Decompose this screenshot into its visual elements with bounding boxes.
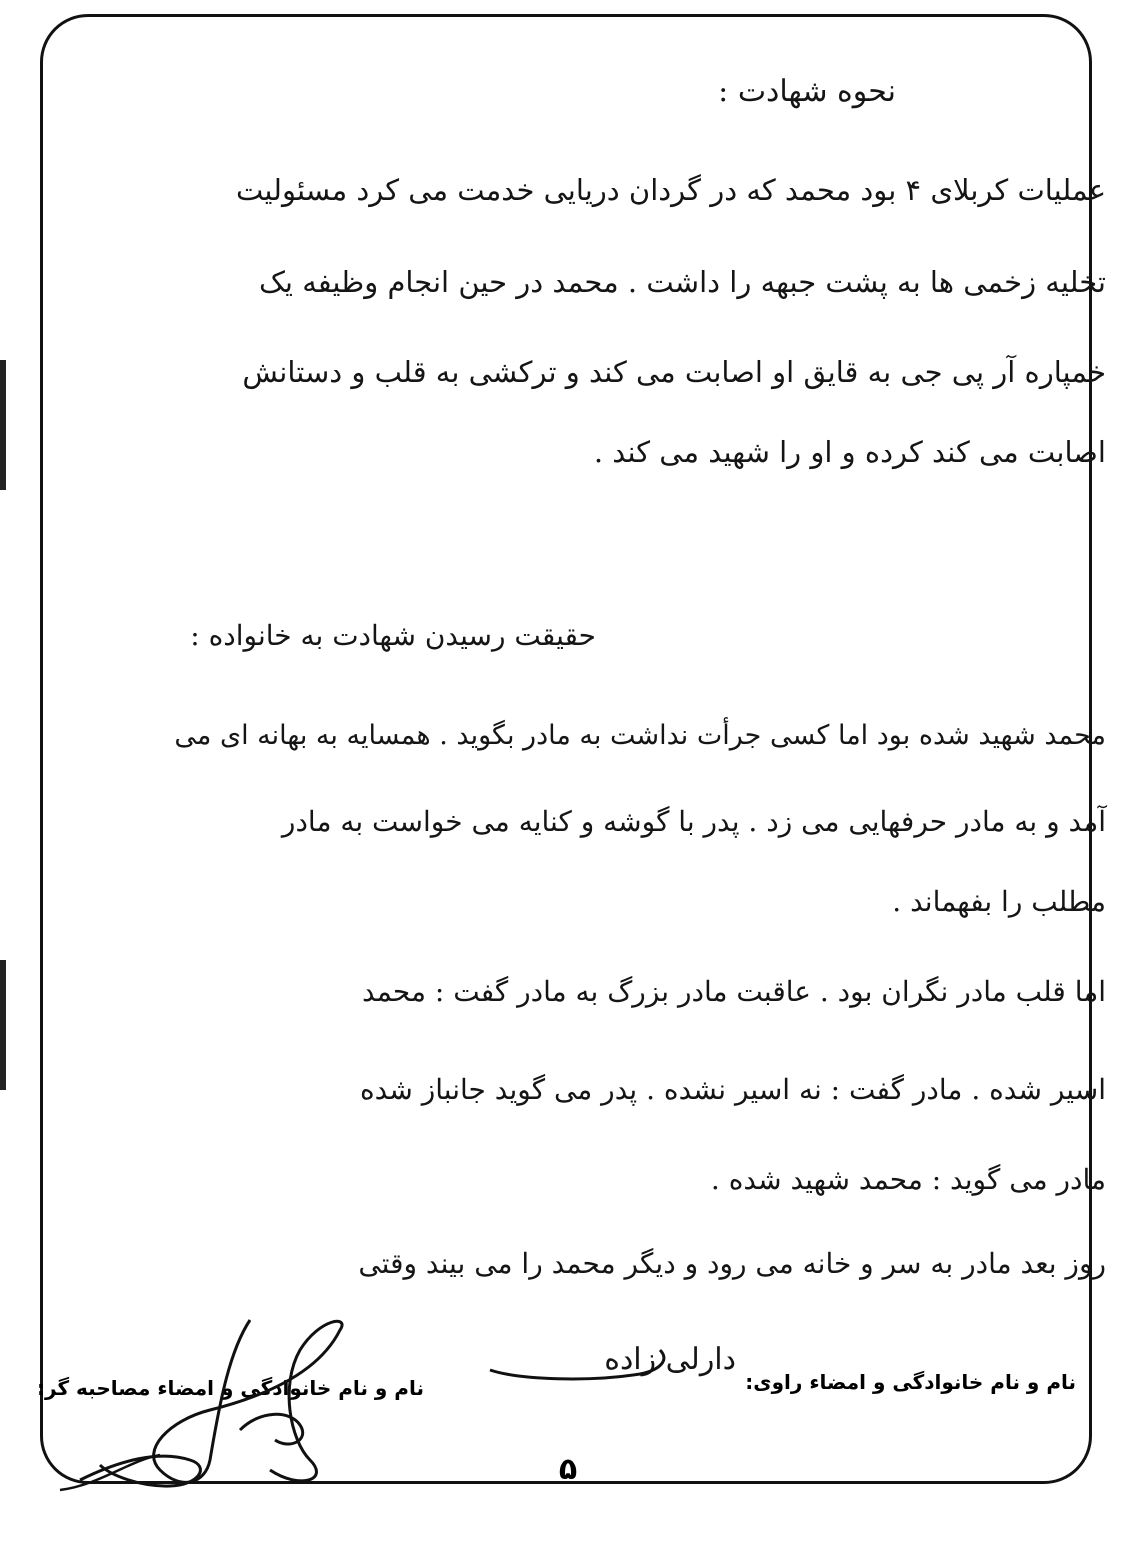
narrator-label: نام و نام خانوادگی و امضاء راوی: [745,1370,1076,1394]
paragraph-1-line-4: اصابت می کند کرده و او را شهید می کند . [593,435,1106,469]
scan-edge-mark [0,360,6,490]
paragraph-3-line-1: اما قلب مادر نگران بود . عاقبت مادر بزرگ به مادر گفت : محمد [362,975,1106,1008]
page-number: ۵ [558,1452,578,1487]
narrator-name: دارلی زاده [604,1342,736,1377]
paragraph-1-line-2: تخلیه زخمی ها به پشت جبهه را داشت . محمد در حین انجام وظیفه یک [258,265,1106,299]
paragraph-3-line-3: مادر می گوید : محمد شهید شده . [710,1163,1106,1196]
paragraph-1-line-3: خمپاره آر پی جی به قایق او اصابت می کند و ترکشی به قلب و دستانش [242,355,1106,389]
paragraph-2-line-2: آمد و به مادر حرفهایی می زد . پدر با گوشه و کنایه می خواست به مادر [281,805,1106,838]
heading-martyrdom: نحوه شهادت : [718,74,896,109]
scan-edge-mark [0,960,6,1090]
paragraph-2-line-1: محمد شهید شده بود اما کسی جرأت نداشت به مادر بگوید . همسایه به بهانه ای می [174,720,1106,751]
paragraph-4-line-1: روز بعد مادر به سر و خانه می رود و دیگر محمد را می بیند وقتی [358,1247,1106,1280]
heading-message: حقیقت رسیدن شهادت به خانواده : [190,619,596,652]
interviewer-label: نام و نام خانوادگی و امضاء مصاحبه گر: [37,1376,424,1400]
paragraph-3-line-2: اسیر شده . مادر گفت : نه اسیر نشده . پدر می گوید جانباز شده [360,1073,1106,1106]
narrator-signature [480,1330,680,1390]
paragraph-2-line-3: مطلب را بفهماند . [892,885,1106,918]
paragraph-1-line-1: عملیات کربلای ۴ بود محمد که در گردان دریایی خدمت می کرد مسئولیت [235,173,1106,207]
